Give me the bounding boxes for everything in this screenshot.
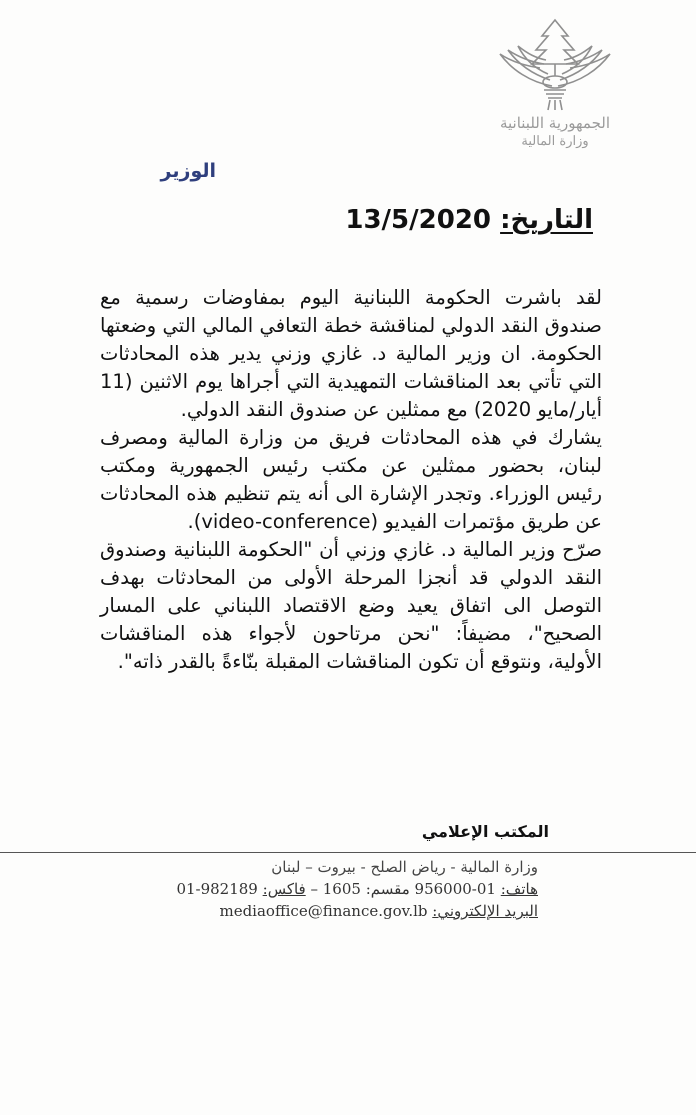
ministry-emblem	[490, 14, 620, 164]
phone-value: 01-956000 مقسم: 1605 –	[310, 880, 496, 898]
phone-label: هاتف:	[500, 880, 538, 898]
cedar-emblem-icon	[490, 14, 620, 114]
footer-phone-fax	[78, 878, 538, 900]
paragraph-1: لقد باشرت الحكومة اللبنانية اليوم بمفاوضات رسمية مع صندوق النقد الدولي لمناقشة خطة التعافي المالي التي وضعتها الحكومة. ان وزير المالية د. غازي وزني يدير هذه المحادثات التي تأتي بعد المناقشات التمهيدية التي أجراها يوم الاثنين (11 أيار/مايو 2020) مع ممثلين عن صندوق النقد الدولي.	[100, 286, 602, 421]
minister-title: الوزير	[160, 160, 216, 182]
email-link[interactable]: mediaoffice@finance.gov.lb	[219, 902, 428, 920]
fax-label: فاكس:	[262, 880, 306, 898]
email-label: البريد الإلكتروني:	[432, 902, 538, 920]
paragraph-2: يشارك في هذه المحادثات فريق من وزارة المالية ومصرف لبنان، بحضور ممثلين عن مكتب رئيس الجمهورية ومكتب رئيس الوزراء. وتجدر الإشارة الى أنه يتم تنظيم هذه المحادثات عن طريق مؤتمرات الفيديو (video-conference).	[100, 426, 602, 533]
date-line	[345, 205, 593, 235]
date-label: التاريخ:	[500, 205, 593, 235]
footer-email	[78, 900, 538, 922]
emblem-country-name: الجمهورية اللبنانية	[499, 114, 611, 132]
press-release-body	[100, 284, 602, 676]
footer-address: وزارة المالية - رياض الصلح - بيروت – لبنان	[271, 858, 538, 876]
footer-contact	[78, 856, 538, 922]
emblem-ministry-name: وزارة المالية	[521, 134, 589, 149]
fax-value: 01-982189	[176, 880, 258, 898]
paragraph-3: صرّح وزير المالية د. غازي وزني أن "الحكومة اللبنانية وصندوق النقد الدولي قد أنجزا المرحلة الأولى من المحادثات بهدف التوصل الى اتفاق يعيد وضع الاقتصاد اللبناني على المسار الصحيح"، مضيفاً: "نحن مرتاحون لأجواء هذه المناقشات الأولية، ونتوقع أن تكون المناقشات المقبلة بنّاءةً بالقدر ذاته".	[100, 538, 602, 673]
footer-divider	[0, 852, 696, 853]
date-value: 13/5/2020	[345, 205, 492, 235]
signature: المكتب الإعلامي	[421, 822, 549, 841]
